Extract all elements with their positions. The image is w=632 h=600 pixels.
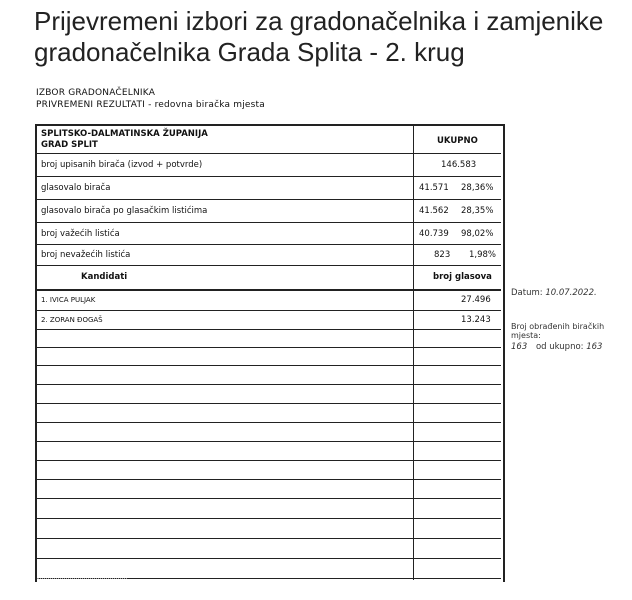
candidate-votes: 27.496 xyxy=(461,295,491,305)
stat-row xyxy=(37,245,501,266)
stat-row xyxy=(37,223,501,245)
empty-row xyxy=(37,461,501,480)
stat-percent: 28,35% xyxy=(461,206,494,216)
candidate-name: 1. IVICA PULJAK xyxy=(41,296,96,304)
region-county: SPLITSKO-DALMATINSKA ŽUPANIJA xyxy=(41,129,208,139)
empty-row xyxy=(37,480,501,499)
stat-label: glasovalo birača po glasačkim listićima xyxy=(41,206,208,216)
stat-label: broj važećih listića xyxy=(41,229,120,239)
votes-header: broj glasova xyxy=(433,272,492,282)
empty-row xyxy=(37,442,501,461)
date-label: Datum: xyxy=(511,288,543,298)
region-city: GRAD SPLIT xyxy=(41,140,98,150)
stat-number: 41.562 xyxy=(419,206,449,216)
page-title: Prijevremeni izbori za gradonačelnika i zamjenike gradonačelnika Grada Splita - 2. krug xyxy=(34,6,604,67)
stat-label: broj upisanih birača (izvod + potvrde) xyxy=(41,160,203,170)
date-value: 10.07.2022. xyxy=(545,288,597,298)
stat-row xyxy=(37,200,501,223)
of-total-label: od ukupno: xyxy=(535,342,584,352)
empty-row xyxy=(37,499,501,519)
processed-info xyxy=(511,342,602,352)
stat-row xyxy=(37,177,501,200)
empty-row xyxy=(37,519,501,539)
empty-row xyxy=(37,385,501,404)
candidate-row xyxy=(37,311,501,330)
candidate-row xyxy=(37,291,501,311)
empty-row xyxy=(37,423,501,442)
stat-percent: 28,36% xyxy=(461,183,494,193)
stat-number: 41.571 xyxy=(419,183,449,193)
stat-percent: 98,02% xyxy=(461,229,494,239)
stat-number: 146.583 xyxy=(441,160,477,170)
date-info xyxy=(511,288,597,298)
candidates-header-row xyxy=(37,266,501,291)
empty-row xyxy=(37,348,501,366)
stat-label: broj nevažećih listića xyxy=(41,250,131,260)
report-heading: IZBOR GRADONAČELNIKA xyxy=(36,88,156,98)
processed-label: Broj obrađenih biračkih mjesta: xyxy=(511,322,605,340)
empty-row xyxy=(37,330,501,348)
empty-row xyxy=(37,404,501,423)
stat-label: glasovalo birača xyxy=(41,183,111,193)
candidate-votes: 13.243 xyxy=(461,315,491,325)
candidates-header: Kandidati xyxy=(81,272,128,282)
stat-number: 40.739 xyxy=(419,229,449,239)
stat-row xyxy=(37,154,501,177)
empty-row xyxy=(37,559,501,579)
stat-number: 823 xyxy=(434,250,451,260)
empty-row xyxy=(37,366,501,385)
total-header: UKUPNO xyxy=(437,136,478,146)
stat-percent: 1,98% xyxy=(469,250,497,260)
total-value: 163 xyxy=(586,342,603,352)
footer-divider xyxy=(37,578,127,580)
empty-row xyxy=(37,539,501,559)
region-header-row xyxy=(37,126,501,154)
candidate-name: 2. ZORAN ĐOGAŠ xyxy=(41,316,103,324)
processed-value: 163 xyxy=(511,342,528,352)
report-subheading: PRIVREMENI REZULTATI - redovna biračka mjesta xyxy=(36,100,265,110)
